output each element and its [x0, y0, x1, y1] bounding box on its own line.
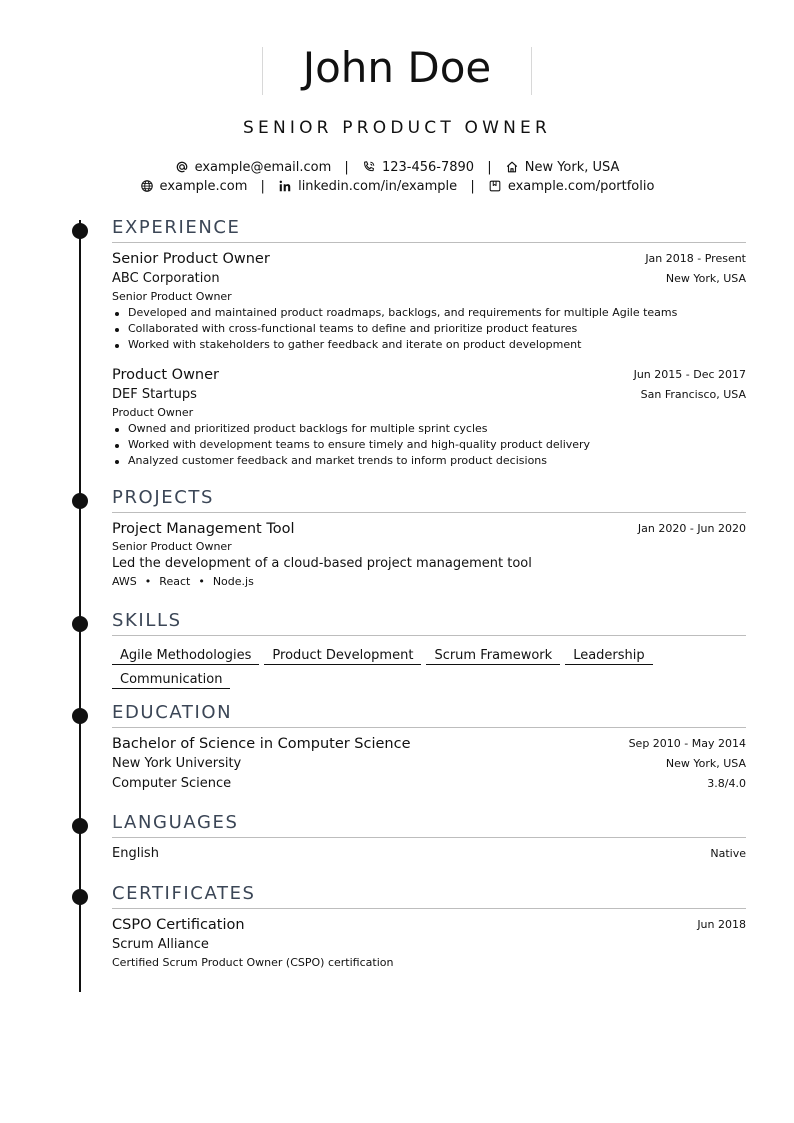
job-location: New York, USA [665, 272, 746, 285]
bullet-item: Analyzed customer feedback and market trends to inform product decisions [112, 453, 746, 469]
contact-portfolio-text: example.com/portfolio [507, 179, 655, 194]
timeline-dot-languages [72, 818, 88, 834]
timeline-dot-certificates [72, 889, 88, 905]
bullet-item: Worked with development teams to ensure timely and high-quality product delivery [112, 437, 746, 453]
job-role: Senior Product Owner [112, 290, 232, 303]
contact-location-text: New York, USA [524, 160, 620, 175]
job-date: Jan 2018 - Present [645, 252, 746, 265]
experience-entry [112, 249, 746, 353]
section-certificates [112, 882, 746, 971]
at-icon [175, 160, 189, 174]
section-education [112, 701, 746, 794]
school-name: New York University [112, 756, 242, 771]
language-level: Native [710, 847, 746, 860]
contact-separator: | [260, 179, 265, 194]
contact-linkedin[interactable] [278, 179, 457, 194]
contact-phone-text: 123-456-7890 [381, 160, 475, 175]
bullet-item: Developed and maintained product roadmaps, backlogs, and requirements for multiple Agile teams [112, 305, 746, 321]
field-of-study: Computer Science [112, 776, 232, 791]
globe-icon [140, 179, 154, 193]
skill-tag: Scrum Framework [426, 647, 560, 665]
job-bullets [112, 305, 746, 353]
section-divider [112, 242, 746, 243]
contact-phone[interactable] [362, 160, 474, 175]
section-divider [112, 635, 746, 636]
section-divider [112, 512, 746, 513]
tech-item: AWS [112, 575, 137, 588]
contact-website[interactable] [140, 179, 248, 194]
section-title: EDUCATION [112, 702, 233, 723]
tech-item: Node.js [212, 575, 254, 588]
section-title: EXPERIENCE [112, 217, 241, 238]
language-name: English [112, 846, 159, 861]
section-skills [112, 609, 746, 692]
language-entry [112, 844, 746, 864]
job-role: Product Owner [112, 406, 194, 419]
timeline-dot-education [72, 708, 88, 724]
timeline-dot-skills [72, 616, 88, 632]
gpa: 3.8/4.0 [707, 777, 746, 790]
project-tech-list [112, 573, 746, 591]
job-title: Senior Product Owner [112, 251, 270, 267]
section-divider [112, 837, 746, 838]
project-date: Jan 2020 - Jun 2020 [637, 522, 746, 535]
contact-website-text: example.com [159, 179, 248, 194]
contact-separator: | [344, 160, 349, 175]
bullet-item: Worked with stakeholders to gather feedback and iterate on product development [112, 337, 746, 353]
contact-separator: | [487, 160, 492, 175]
certificate-issuer: Scrum Alliance [112, 937, 209, 952]
timeline-dot-experience [72, 223, 88, 239]
timeline-dot-projects [72, 493, 88, 509]
section-divider [112, 908, 746, 909]
contact-email[interactable] [175, 160, 332, 175]
company-name: DEF Startups [112, 387, 197, 402]
certificate-entry [112, 915, 746, 971]
skill-tag: Agile Methodologies [112, 647, 259, 665]
experience-entry [112, 365, 746, 469]
linkedin-icon [278, 179, 292, 193]
bullet-item: Collaborated with cross-functional teams to define and prioritize product features [112, 321, 746, 337]
skills-list [112, 644, 672, 692]
contact-row-primary [0, 160, 794, 175]
certificate-title: CSPO Certification [112, 917, 245, 933]
skill-tag: Leadership [565, 647, 652, 665]
job-date: Jun 2015 - Dec 2017 [633, 368, 746, 381]
contact-location [505, 160, 620, 175]
school-location: New York, USA [665, 757, 746, 770]
skill-tag: Product Development [264, 647, 421, 665]
project-entry [112, 519, 746, 591]
contact-linkedin-text: linkedin.com/in/example [298, 179, 458, 194]
degree-title: Bachelor of Science in Computer Science [112, 736, 411, 752]
name-block [262, 43, 532, 97]
job-location: San Francisco, USA [640, 388, 746, 401]
headline: SENIOR PRODUCT OWNER [243, 118, 551, 138]
project-role: Senior Product Owner [112, 540, 232, 553]
education-entry [112, 734, 746, 794]
certificate-description: Certified Scrum Product Owner (CSPO) certification [112, 956, 394, 969]
section-title: LANGUAGES [112, 812, 239, 833]
timeline-line [79, 220, 81, 992]
section-languages [112, 811, 746, 864]
job-bullets [112, 421, 746, 469]
section-experience [112, 216, 746, 469]
education-date: Sep 2010 - May 2014 [628, 737, 746, 750]
contact-row-secondary [0, 179, 794, 194]
contact-portfolio[interactable] [488, 179, 655, 194]
portfolio-icon [488, 179, 502, 193]
certificate-date: Jun 2018 [697, 918, 746, 931]
section-title: SKILLS [112, 610, 182, 631]
tech-separator: • [198, 575, 205, 588]
skill-tag: Communication [112, 671, 230, 689]
contact-separator: | [470, 179, 475, 194]
section-title: CERTIFICATES [112, 883, 256, 904]
tech-item: React [159, 575, 191, 588]
candidate-name: John Doe [302, 43, 492, 92]
project-title: Project Management Tool [112, 521, 295, 537]
section-divider [112, 727, 746, 728]
bullet-item: Owned and prioritized product backlogs for multiple sprint cycles [112, 421, 746, 437]
section-projects [112, 486, 746, 591]
project-description: Led the development of a cloud-based project management tool [112, 556, 532, 571]
job-title: Product Owner [112, 367, 220, 383]
phone-icon [362, 160, 376, 174]
contact-email-text: example@email.com [194, 160, 332, 175]
tech-separator: • [144, 575, 152, 588]
section-title: PROJECTS [112, 487, 215, 508]
home-icon [505, 160, 519, 174]
company-name: ABC Corporation [112, 271, 220, 286]
